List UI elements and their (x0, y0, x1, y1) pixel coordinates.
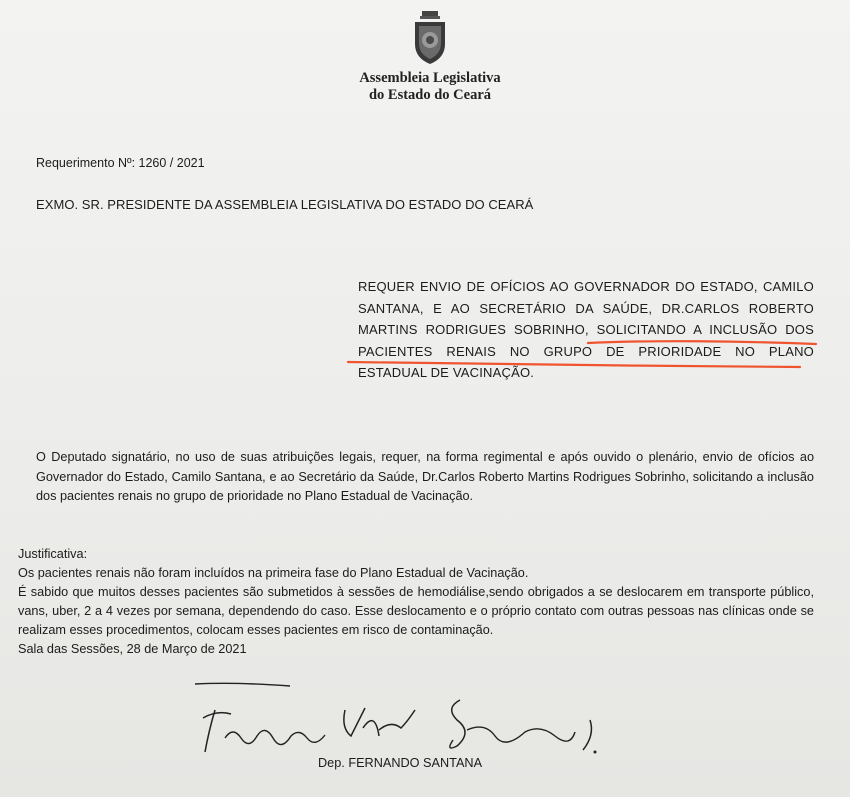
org-line-2: do Estado do Ceará (368, 87, 492, 103)
handwritten-signature (195, 680, 615, 760)
justification-section (18, 545, 814, 659)
justification-heading: Justificativa: (18, 547, 88, 561)
addressee: EXMO. SR. PRESIDENTE DA ASSEMBLEIA LEGISLATIVA DO ESTADO DO CEARÁ (36, 197, 534, 212)
place-date: Sala das Sessões, 28 de Março de 2021 (18, 642, 247, 656)
coat-of-arms-icon (410, 10, 450, 66)
org-line-1: Assembleia Legislativa (359, 70, 501, 86)
organization-name (300, 70, 560, 104)
signer-name: Dep. FERNANDO SANTANA (318, 756, 483, 770)
request-body: O Deputado signatário, no uso de suas atribuições legais, requer, na forma regimental e após ouvido o plenário, envio de ofícios ao Governador do Estado, Camilo Santana, e ao Secretário da Saúde, Dr.Carlos Roberto Martins Rodrigues Sobrinho, solicitando a inclusão dos pacientes renais no grupo de prioridade no Plano Estadual de Vacinação. (36, 450, 814, 503)
requerimento-number: Requerimento Nº: 1260 / 2021 (36, 156, 205, 170)
justification-paragraph-1: Os pacientes renais não foram incluídos na primeira fase do Plano Estadual de Vacinação. (18, 566, 529, 580)
ementa: REQUER ENVIO DE OFÍCIOS AO GOVERNADOR DO ESTADO, CAMILO SANTANA, E AO SECRETÁRIO DA SAÚDE, DR.CARLOS ROBERTO MARTINS RODRIGUES SOBRINHO, SOLICITANDO A INCLUSÃO DOS PACIENTES RENAIS NO GRUPO DE PRIORIDADE NO PLANO ESTADUAL DE VACINAÇÃO. (358, 279, 814, 381)
justification-paragraph-2: É sabido que muitos desses pacientes são submetidos à sessões de hemodiálise,sendo obrigados a se deslocarem em transporte público, vans, uber, 2 a 4 vezes por semana, dependendo do caso. Esse deslocamento e o próprio contato com outras pessoas nas clínicas onde se realizam esses procedimentos, colocam esses pacientes em risco de contaminação. (18, 585, 814, 637)
